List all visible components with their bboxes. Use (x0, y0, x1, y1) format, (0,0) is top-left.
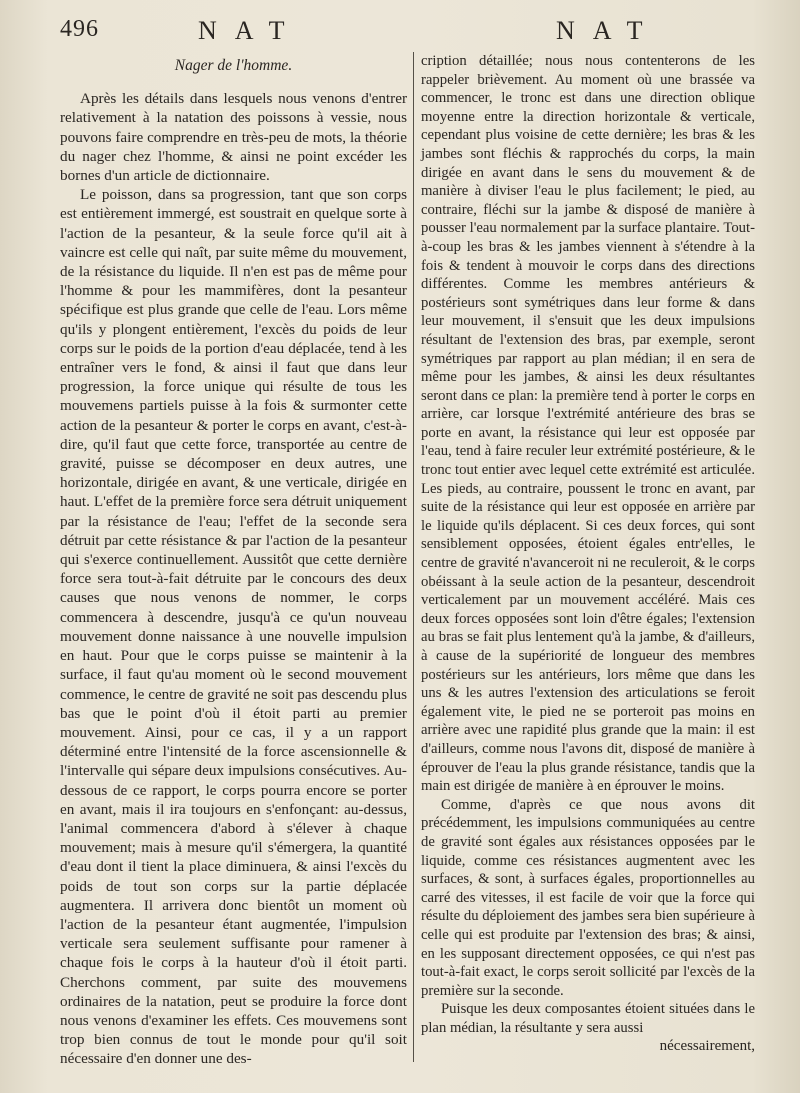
left-paragraph: Après les détails dans lesquels nous venons d'entrer relativement à la natation des poissons à vessie, nous pouvons faire comprendre en très-peu de mots, la théorie du nager chez l'homme, & ainsi ne point excéder les bornes d'un article de dictionnaire. (60, 90, 407, 185)
right-paragraph: cription détaillée; nous nous contenterons de les rappeler brièvement. Au moment où une brassée va commencer, le tronc est dans une direction oblique moyenne entre la direction horizontale & verticale, cependant plus voisine de cette dernière; les bras & les jambes sont fléchis & rapprochés du corps, la main dirigée en avant dans le sens du mouvement & de manière à diviser l'eau le plus facilement; le pied, au contraire, fléchi sur la jambe & disposé de manière à pousser l'eau normalement par la surface plantaire. Tout-à-coup les bras & les jambes viennent à s'étendre à la fois & tendent à mouvoir le corps dans des directions différentes. Comme les membres antérieurs & postérieurs sont symétriques dans leur forme & dans leur mouvement, il s'ensuit que les deux impulsions résultant de l'extension des bras, par exemple, seront symétriques par rapport au plan médian; il en sera de même pour les jambes, & ainsi les deux résultantes seront dans ce plan: la première tend à porter le corps en arrière, car lorsque l'extrémité antérieure des bras se porte en avant, la résistance qui leur est opposée par l'eau, tend à faire reculer leur extrémité postérieure, & le tronc tout entier avec lequel cette extrémité est articulée. Les pieds, au contraire, poussent le tronc en avant, par suite de la résistance qui leur est opposée en arrière par le liquide qu'ils déplacent. Si ces deux forces, qui sont sensiblement opposées, étoient égales entr'elles, le centre de gravité n'avanceroit ni ne reculeroit, & le corps obéissant à la seule action de la pesanteur, descendroit verticalement par un mouvement accéléré. Mais ces deux forces opposées sont loin d'être égales; l'extension au bras se fait plus lentement qu'à la jambe, & d'ailleurs, à cause de la supériorité de longueur des membres postérieurs sur les antérieurs, lors même que dans les uns & les autres l'extension des articulations se feroit également vite, le pied ne se porteroit pas moins en arrière avec une rapidité plus grande que la main: il est d'ailleurs, comme nous l'avons dit, disposé de manière à éprouver de l'eau la plus grande résistance, tandis que la main est dirigée de manière à en éprouver le moins. (421, 53, 755, 795)
left-column (60, 52, 407, 1069)
left-paragraph: Le poisson, dans sa progression, tant que son corps est entièrement immergé, est soustrait en quelque sorte à l'action de la pesanteur, & la seule force qu'il ait à vaincre est celle qui naît, par suite même du mouvement, de la résistance du liquide. Il n'en est pas de même pour l'homme & pour les mammifères, dont la pesanteur spécifique est plus grande que celle de l'eau. Lors même qu'ils y plongent entièrement, l'excès du poids de leur corps sur le poids de la portion d'eau déplacée, tend à les entraîner vers le fond, & ainsi il faut que dans leur progression, la force unique qui résulte de tous les mouvemens partiels puisse à la fois & surmonter cette action de la pesanteur & porter le corps en avant, c'est-à-dire, qu'il faut que cette force, transportée au centre de gravité, puisse se décomposer en deux autres, une horizontale, dirigée en avant, & une verticale, dirigée en haut. L'effet de la première force sera détruit uniquement par la résistance de l'eau; l'effet de la seconde sera détruit par cette résistance & par l'action de la pesanteur qui s'exerce continuellement. Aussitôt que cette dernière force sera tout-à-fait détruite par le concours des deux causes que nous venons de nommer, le corps commencera à descendre, jusqu'à ce qu'un nouveau mouvement donne naissance à une nouvelle impulsion en haut. Pour que le corps puisse se maintenir à la surface, il faut qu'au moment où le second mouvement commence, le centre de gravité ne soit pas descendu plus bas que le point d'où il étoit parti au premier mouvement. Ainsi, pour ce cas, il y a un rapport déterminé entre l'intensité de la force ascensionnelle & l'intervalle qui sépare deux impulsions consécutives. Au-dessous de ce rapport, le corps pourra encore se porter en avant, mais il ira toujours en s'enfonçant: au-dessus, l'animal commencera d'abord à s'élever à chaque mouvement; mais à mesure qu'il s'émergera, la quantité d'eau dont il tient la place diminuera, & ainsi l'excès du poids de tout son corps sur la partie déplacée augmentera. Il arrivera donc bientôt un moment où l'action de la pesanteur étant augmentée, l'impulsion verticale sera seulement suffisante pour ramener à chaque fois le corps à la hauteur d'où il étoit parti. Cherchons comment, par suite des mouvemens ordinaires de la natation, peut se produire la force dont nous venons d'examiner les effets. Ces mouvemens sont trop bien connus de tout le monde pour qu'il soit nécessaire d'en donner une des- (60, 186, 407, 1068)
page-number: 496 (60, 16, 99, 42)
page-header (0, 14, 800, 50)
section-title: Nager de l'homme. (174, 57, 293, 74)
right-column (421, 52, 755, 1056)
right-paragraph: Comme, d'après ce que nous avons dit précédemment, les impulsions communiquées au centre de gravité sont égales aux résistances opposées par le liquide, comme ces résistances augmentent avec les surfaces, & sont, à surfaces égales, proportionnelles au carré des vitesses, il est facile de voir que la force qui résulte du déploiement des jambes sera bien supérieure à celle qui est produite par l'extension des bras; & ainsi, en les supposant directement opposées, ce qui n'est pas tout-à-fait exact, le corps seroit sollicité par l'excès de la première sur la seconde. (421, 796, 755, 999)
running-head-right: NAT (556, 16, 661, 45)
running-head-left: NAT (198, 16, 303, 45)
catchword: nécessairement, (659, 1038, 755, 1055)
column-divider (413, 52, 414, 1062)
right-paragraph: Puisque les deux composantes étoient situées dans le plan médian, la résultante y sera aussi (421, 1001, 755, 1036)
